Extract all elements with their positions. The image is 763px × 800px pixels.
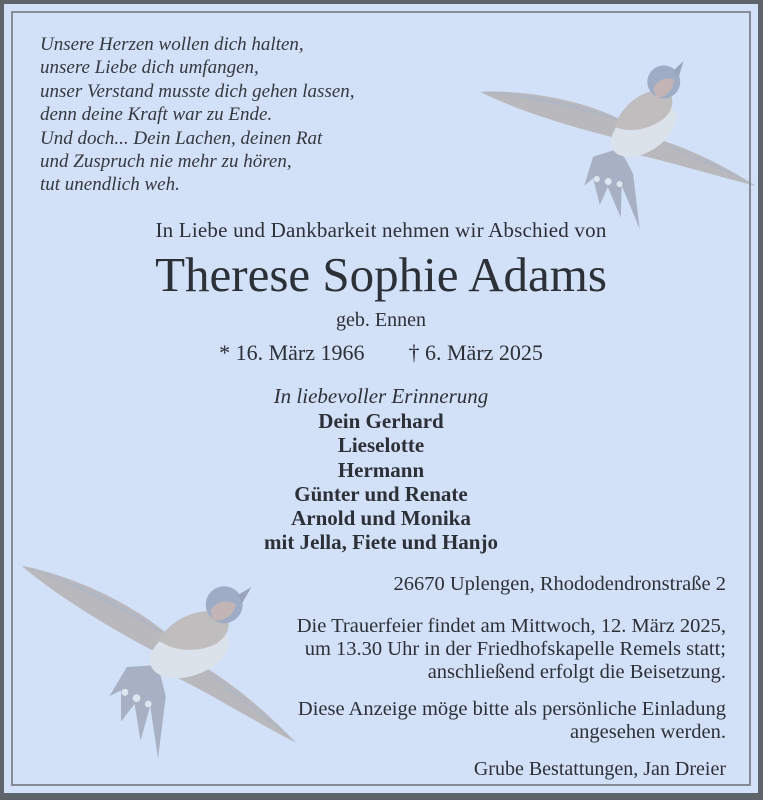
- poem-line: denn deine Kraft war zu Ende.: [40, 104, 273, 126]
- invitation-note: [298, 698, 726, 744]
- poem-line: unser Verstand musste dich gehen lassen,: [40, 80, 355, 102]
- poem-line: und Zuspruch nie mehr zu hören,: [40, 151, 292, 173]
- opening-poem: [40, 33, 355, 197]
- funeral-line: anschließend erfolgt die Beisetzung.: [427, 661, 726, 684]
- funeral-line: Die Trauerfeier findet am Mittwoch, 12. März 2025,: [296, 615, 726, 637]
- mourner-name: mit Jella, Fiete und Hanjo: [264, 530, 498, 555]
- mourners-list: [4, 409, 758, 555]
- mourner-name: Dein Gerhard: [318, 409, 444, 433]
- mourner-name: Arnold und Monika: [291, 506, 471, 531]
- funeral-line: um 13.30 Uhr in der Friedhofskapelle Remels statt;: [304, 638, 726, 661]
- poem-line: Unsere Herzen wollen dich halten,: [40, 34, 304, 55]
- swallow-image-bottom-left: [12, 550, 304, 784]
- poem-line: tut unendlich weh.: [40, 174, 180, 196]
- mourner-name: Günter und Renate: [294, 481, 468, 506]
- farewell-intro: In Liebe und Dankbarkeit nehmen wir Abschied von: [155, 218, 607, 242]
- deceased-name: Therese Sophie Adams: [155, 247, 607, 302]
- invitation-line: Diese Anzeige möge bitte als persönliche Einladung: [297, 698, 726, 720]
- life-dates: [4, 340, 758, 366]
- family-address: 26670 Uplengen, Rhododendronstraße 2: [393, 573, 726, 595]
- birth-name: geb. Ennen: [336, 309, 426, 331]
- death-date: † 6. März 2025: [408, 340, 543, 365]
- funeral-information: [297, 615, 726, 685]
- poem-line: Und doch... Dein Lachen, deinen Rat: [40, 127, 323, 149]
- mourner-name: Lieselotte: [337, 433, 425, 458]
- birth-date: * 16. März 1966: [219, 340, 365, 365]
- mourner-name: Hermann: [337, 457, 425, 482]
- memorial-heading: In liebevoller Erinnerung: [273, 384, 489, 408]
- undertaker-credit: Grube Bestattungen, Jan Dreier: [473, 758, 726, 780]
- poem-line: unsere Liebe dich umfangen,: [40, 57, 259, 79]
- invitation-line: angesehen werden.: [570, 721, 726, 744]
